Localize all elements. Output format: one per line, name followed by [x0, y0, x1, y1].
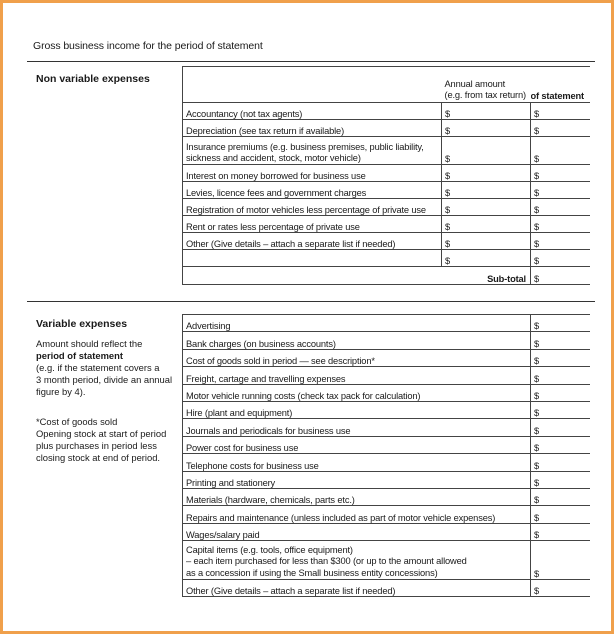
v-row-label-text: Journals and periodicals for business use [186, 425, 351, 436]
page-title: Gross business income for the period of statement [33, 40, 263, 52]
v-row-label [183, 471, 531, 488]
annual-amount-label: Annual amount [444, 79, 506, 89]
v-row-label-text: Freight, cartage and travelling expenses [186, 373, 346, 384]
v-row [183, 580, 590, 597]
v-row-label [183, 506, 531, 523]
nv-row-label [183, 165, 442, 182]
nv-header-blank [183, 67, 442, 103]
v-row [183, 367, 590, 384]
v-row-label-text: Printing and stationery [186, 477, 276, 488]
v-row-label-text-3: as a concession if using the Small business entity concessions) [186, 567, 438, 578]
statement-amount-field[interactable]: $ [531, 120, 590, 137]
variable-amount-field[interactable]: $ [531, 349, 590, 366]
nv-row-label-text: Accountancy (not tax agents) [186, 109, 303, 119]
v-row-label [183, 454, 531, 471]
subtotal-amount-field[interactable]: $ [531, 267, 590, 285]
v-row [183, 506, 590, 523]
annual-amount-sublabel: (e.g. from tax return) [444, 90, 526, 100]
nv-row [183, 120, 590, 137]
nv-subtotal-row [183, 267, 590, 285]
nv-row-label-text: Levies, licence fees and government charges [186, 188, 367, 198]
nv-row [183, 137, 590, 165]
nv-row-label-text: Rent or rates less percentage of private use [186, 222, 360, 232]
v-row-label-text: Bank charges (on business accounts) [186, 338, 336, 349]
v-row-label-text: Wages/salary paid [186, 530, 260, 541]
nv-row-label [183, 103, 442, 120]
section-divider-top [27, 61, 595, 62]
v-row-label [183, 332, 531, 349]
nv-row [183, 165, 590, 182]
cogs-note [36, 416, 176, 464]
annual-amount-field[interactable]: $ [442, 103, 531, 120]
annual-amount-field[interactable]: $ [442, 199, 531, 216]
annual-amount-field[interactable]: $ [442, 165, 531, 182]
nv-row-label-text-2: sickness and accident, stock, motor vehicle) [186, 153, 361, 163]
v-row-label [183, 488, 531, 505]
v-row-label-text: Telephone costs for business use [186, 460, 319, 471]
nv-row-label-text: Insurance premiums (e.g. business premises, public liability, [186, 142, 424, 152]
subtotal-label: Sub-total [183, 267, 531, 285]
v-row-label [183, 419, 531, 436]
v-row-label [183, 436, 531, 453]
v-row-label-text: Power cost for business use [186, 443, 299, 454]
v-row [183, 384, 590, 401]
v-row [183, 332, 590, 349]
nv-row [183, 233, 590, 250]
v-row-label [183, 401, 531, 418]
cogs-note-line2: Opening stock at start of period [36, 428, 167, 439]
v-row-label-text: Motor vehicle running costs (check tax pack for calculation) [186, 390, 421, 401]
variable-amount-field[interactable]: $ [531, 419, 590, 436]
variable-amount-field[interactable]: $ [531, 401, 590, 418]
v-row-label [183, 367, 531, 384]
period-note-line2: (e.g. if the statement covers a [36, 362, 160, 373]
variable-amount-field[interactable]: $ [531, 315, 590, 332]
period-note [36, 338, 176, 398]
variable-table [182, 314, 590, 597]
variable-amount-field[interactable]: $ [531, 506, 590, 523]
non-variable-heading: Non variable expenses [36, 73, 150, 85]
v-row [183, 454, 590, 471]
nv-row-label [183, 137, 442, 165]
statement-amount-field[interactable]: $ [531, 182, 590, 199]
annual-amount-field[interactable]: $ [442, 233, 531, 250]
variable-amount-field[interactable]: $ [531, 384, 590, 401]
v-row-label-text: Repairs and maintenance (unless included as part of motor vehicle expenses) [186, 512, 496, 523]
v-row [183, 436, 590, 453]
statement-amount-field[interactable]: $ [531, 216, 590, 233]
v-row-label [183, 541, 531, 580]
v-row [183, 349, 590, 366]
v-row-label-text: Other (Give details – attach a separate list if needed) [186, 586, 396, 597]
nv-row-label [183, 182, 442, 199]
annual-amount-field[interactable]: $ [442, 120, 531, 137]
cogs-note-line1: *Cost of goods sold [36, 416, 118, 427]
section-divider-middle [27, 301, 595, 302]
cogs-note-line3: plus purchases in period less [36, 440, 157, 451]
nv-row [183, 199, 590, 216]
nv-row [183, 182, 590, 199]
nv-row-label-text: Registration of motor vehicles less percentage of private use [186, 205, 426, 215]
v-row-label-text-2: – each item purchased for less than $300 (or up to the amount allowed [186, 556, 467, 567]
statement-amount-field[interactable]: $ [531, 103, 590, 120]
variable-amount-field[interactable]: $ [531, 580, 590, 597]
v-row-label-text: Cost of goods sold in period — see description* [186, 356, 375, 367]
v-row [183, 488, 590, 505]
statement-amount-field[interactable]: $ [531, 165, 590, 182]
variable-amount-field[interactable]: $ [531, 436, 590, 453]
v-row [183, 471, 590, 488]
variable-amount-field[interactable]: $ [531, 367, 590, 384]
period-note-line3: 3 month period, divide an annual [36, 374, 173, 385]
annual-amount-field[interactable]: $ [442, 137, 531, 165]
variable-amount-field[interactable]: $ [531, 332, 590, 349]
statement-amount-field[interactable]: $ [531, 233, 590, 250]
statement-amount-field[interactable]: $ [531, 137, 590, 165]
variable-amount-field[interactable]: $ [531, 541, 590, 580]
v-row-label-text: Materials (hardware, chemicals, parts etc.) [186, 495, 355, 506]
variable-amount-field[interactable]: $ [531, 471, 590, 488]
period-note-line1: Amount should reflect the [36, 338, 143, 349]
nv-row-label-text: Other (Give details – attach a separate list if needed) [186, 239, 396, 249]
nv-row-label [183, 216, 442, 233]
variable-amount-field[interactable]: $ [531, 488, 590, 505]
nv-row-label [183, 250, 442, 267]
statement-header: of statement [531, 67, 590, 103]
v-row-label [183, 384, 531, 401]
annual-amount-field[interactable]: $ [442, 216, 531, 233]
annual-amount-field[interactable]: $ [442, 182, 531, 199]
nv-row-label [183, 120, 442, 137]
v-row-label-text: Hire (plant and equipment) [186, 408, 293, 419]
v-row-label-text: Advertising [186, 321, 231, 332]
variable-amount-field[interactable]: $ [531, 523, 590, 540]
nv-row-label-text: Interest on money borrowed for business use [186, 171, 366, 181]
variable-heading: Variable expenses [36, 318, 128, 330]
period-note-bold: period of statement [36, 350, 123, 361]
v-row [183, 419, 590, 436]
v-row [183, 523, 590, 540]
nv-row-label [183, 199, 442, 216]
variable-amount-field[interactable]: $ [531, 454, 590, 471]
nv-row [183, 250, 590, 267]
nv-row-label-text: Depreciation (see tax return if available) [186, 126, 345, 136]
nv-row [183, 103, 590, 120]
v-row [183, 541, 590, 580]
v-row-label [183, 315, 531, 332]
nv-row [183, 216, 590, 233]
non-variable-table [182, 66, 590, 285]
v-row [183, 315, 590, 332]
v-row-label [183, 580, 531, 597]
v-row-label [183, 349, 531, 366]
v-row-label-text: Capital items (e.g. tools, office equipment) [186, 544, 353, 555]
cogs-note-line4: closing stock at end of period. [36, 452, 161, 463]
annual-amount-field[interactable]: $ [442, 250, 531, 267]
statement-amount-field[interactable]: $ [531, 199, 590, 216]
v-row-label [183, 523, 531, 540]
statement-amount-field[interactable]: $ [531, 250, 590, 267]
annual-amount-header [442, 67, 531, 103]
nv-row-label [183, 233, 442, 250]
period-note-line4: figure by 4). [36, 386, 86, 397]
v-row [183, 401, 590, 418]
